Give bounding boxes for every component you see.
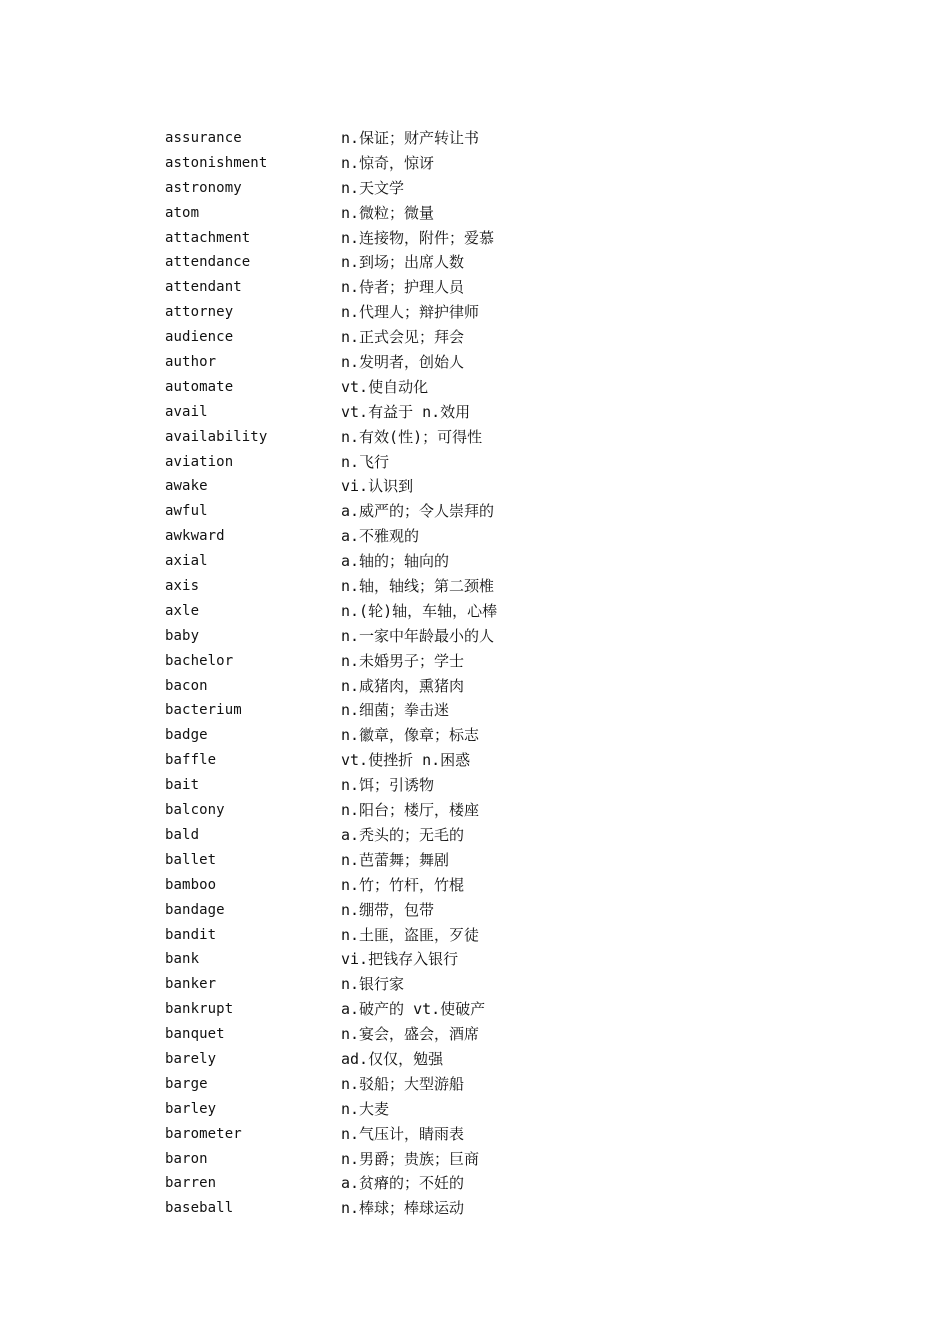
list-item (165, 1196, 725, 1221)
entry-term: baseball (165, 1200, 234, 1217)
entry-definition: n.(轮)轴，车轴，心棒 (341, 601, 498, 620)
entry-term: baffle (165, 752, 217, 769)
entry-definition: ad.仅仅，勉强 (341, 1049, 444, 1068)
entry-term: author (165, 354, 217, 371)
entry-definition: n.大麦 (341, 1099, 390, 1118)
list-item (165, 898, 725, 923)
entry-definition: n.饵；引诱物 (341, 776, 435, 795)
list-item (165, 947, 725, 972)
entry-term: awkward (165, 528, 225, 545)
entry-term: bandage (165, 901, 225, 918)
entry-term: bacterium (165, 702, 242, 719)
entry-definition: n.芭蕾舞；舞剧 (341, 850, 450, 869)
entry-term: baron (165, 1150, 208, 1167)
list-item (165, 997, 725, 1022)
entry-definition: n.一家中年龄最小的人 (341, 626, 495, 645)
entry-term: bandit (165, 926, 217, 943)
entry-definition: n.发明者，创始人 (341, 353, 465, 372)
list-item (165, 723, 725, 748)
entry-definition: n.天文学 (341, 178, 405, 197)
entry-term: bank (165, 951, 200, 968)
entry-definition: vt.有益于 n.效用 (341, 402, 471, 421)
list-item (165, 325, 725, 350)
entry-definition: n.保证；财产转让书 (341, 129, 480, 147)
entry-term: awake (165, 478, 208, 495)
entry-definition: vt.使自动化 (341, 377, 429, 396)
entry-definition: n.正式会见；拜会 (341, 328, 465, 347)
entry-definition: n.惊奇，惊讶 (341, 153, 435, 172)
list-item (165, 599, 725, 624)
entry-definition: a.威严的；令人崇拜的 (341, 502, 495, 521)
entry-term: assurance (165, 130, 242, 146)
list-item (165, 773, 725, 798)
entry-term: availability (165, 428, 268, 445)
list-item (165, 151, 725, 176)
entry-definition: n.到场；出席人数 (341, 253, 465, 272)
entry-term: bait (165, 777, 200, 794)
list-item (165, 375, 725, 400)
entry-definition: n.未婚男子；学士 (341, 651, 465, 670)
entry-definition: n.驳船；大型游船 (341, 1074, 465, 1093)
list-item (165, 1072, 725, 1097)
entry-term: bald (165, 826, 200, 843)
entry-term: barge (165, 1075, 208, 1092)
entry-term: barren (165, 1175, 217, 1192)
list-item (165, 848, 725, 873)
entry-definition: a.轴的；轴向的 (341, 552, 450, 571)
entry-term: attendant (165, 279, 242, 296)
entry-term: astonishment (165, 154, 268, 171)
entry-definition: vi.把钱存入银行 (341, 950, 459, 969)
list-item (165, 201, 725, 226)
list-item (165, 549, 725, 574)
list-item (165, 823, 725, 848)
vocabulary-list (165, 126, 725, 1221)
list-item (165, 1122, 725, 1147)
entry-definition: n.气压计，睛雨表 (341, 1124, 465, 1143)
entry-term: atom (165, 204, 200, 221)
entry-term: barometer (165, 1125, 242, 1142)
entry-term: audience (165, 329, 234, 346)
entry-term: banquet (165, 1026, 225, 1043)
list-item (165, 698, 725, 723)
list-item (165, 1171, 725, 1196)
entry-definition: a.不雅观的 (341, 527, 420, 546)
list-item (165, 873, 725, 898)
entry-definition: a.贫瘠的；不妊的 (341, 1174, 465, 1193)
entry-definition: n.细菌；拳击迷 (341, 701, 450, 720)
list-item (165, 275, 725, 300)
list-item (165, 624, 725, 649)
list-item (165, 1147, 725, 1172)
entry-term: axial (165, 553, 208, 570)
list-item (165, 524, 725, 549)
entry-term: bankrupt (165, 1001, 234, 1018)
list-item (165, 499, 725, 524)
entry-definition: n.男爵；贵族；巨商 (341, 1149, 480, 1168)
entry-term: barley (165, 1100, 217, 1117)
entry-definition: vi.认识到 (341, 477, 414, 496)
entry-definition: a.秃头的；无毛的 (341, 825, 465, 844)
entry-definition: n.徽章，像章；标志 (341, 726, 480, 745)
entry-term: attendance (165, 254, 251, 271)
entry-definition: n.咸猪肉，熏猪肉 (341, 676, 465, 695)
entry-term: automate (165, 378, 234, 395)
list-item (165, 226, 725, 251)
entry-definition: n.有效(性)；可得性 (341, 427, 483, 446)
entry-term: balcony (165, 802, 225, 819)
list-item (165, 425, 725, 450)
entry-term: ballet (165, 851, 217, 868)
list-item (165, 748, 725, 773)
list-item (165, 1047, 725, 1072)
entry-term: bachelor (165, 652, 234, 669)
entry-definition: n.竹；竹杆，竹棍 (341, 875, 465, 894)
entry-definition: n.飞行 (341, 452, 390, 471)
list-item (165, 798, 725, 823)
list-item (165, 126, 725, 151)
entry-term: badge (165, 727, 208, 744)
list-item (165, 649, 725, 674)
entry-definition: n.阳台；楼厅，楼座 (341, 801, 480, 820)
list-item (165, 1022, 725, 1047)
entry-term: attachment (165, 229, 251, 246)
list-item (165, 972, 725, 997)
list-item (165, 250, 725, 275)
entry-definition: n.侍者；护理人员 (341, 278, 465, 297)
list-item (165, 1097, 725, 1122)
entry-term: axle (165, 602, 200, 619)
list-item (165, 350, 725, 375)
entry-term: astronomy (165, 179, 242, 196)
list-item (165, 574, 725, 599)
list-item (165, 474, 725, 499)
entry-definition: n.绷带，包带 (341, 900, 435, 919)
entry-definition: n.微粒；微量 (341, 203, 435, 222)
list-item (165, 450, 725, 475)
entry-definition: vt.使挫折 n.困惑 (341, 751, 471, 770)
entry-term: axis (165, 578, 200, 595)
entry-term: bacon (165, 677, 208, 694)
entry-definition: n.连接物，附件；爱慕 (341, 228, 495, 247)
entry-definition: n.棒球；棒球运动 (341, 1199, 465, 1218)
entry-definition: n.宴会，盛会，酒席 (341, 1025, 480, 1044)
entry-term: awful (165, 503, 208, 520)
list-item (165, 400, 725, 425)
entry-term: aviation (165, 453, 234, 470)
entry-definition: n.轴，轴线；第二颈椎 (341, 577, 495, 596)
entry-definition: n.代理人；辩护律师 (341, 303, 480, 322)
entry-definition: n.土匪，盗匪，歹徒 (341, 925, 480, 944)
entry-definition: n.银行家 (341, 975, 405, 994)
entry-term: attorney (165, 304, 234, 321)
entry-term: barely (165, 1050, 217, 1067)
entry-term: avail (165, 403, 208, 420)
entry-term: banker (165, 976, 217, 993)
entry-term: bamboo (165, 876, 217, 893)
list-item (165, 176, 725, 201)
list-item (165, 923, 725, 948)
entry-term: baby (165, 627, 200, 644)
list-item (165, 300, 725, 325)
entry-definition: a.破产的 vt.使破产 (341, 1000, 486, 1019)
list-item (165, 674, 725, 699)
